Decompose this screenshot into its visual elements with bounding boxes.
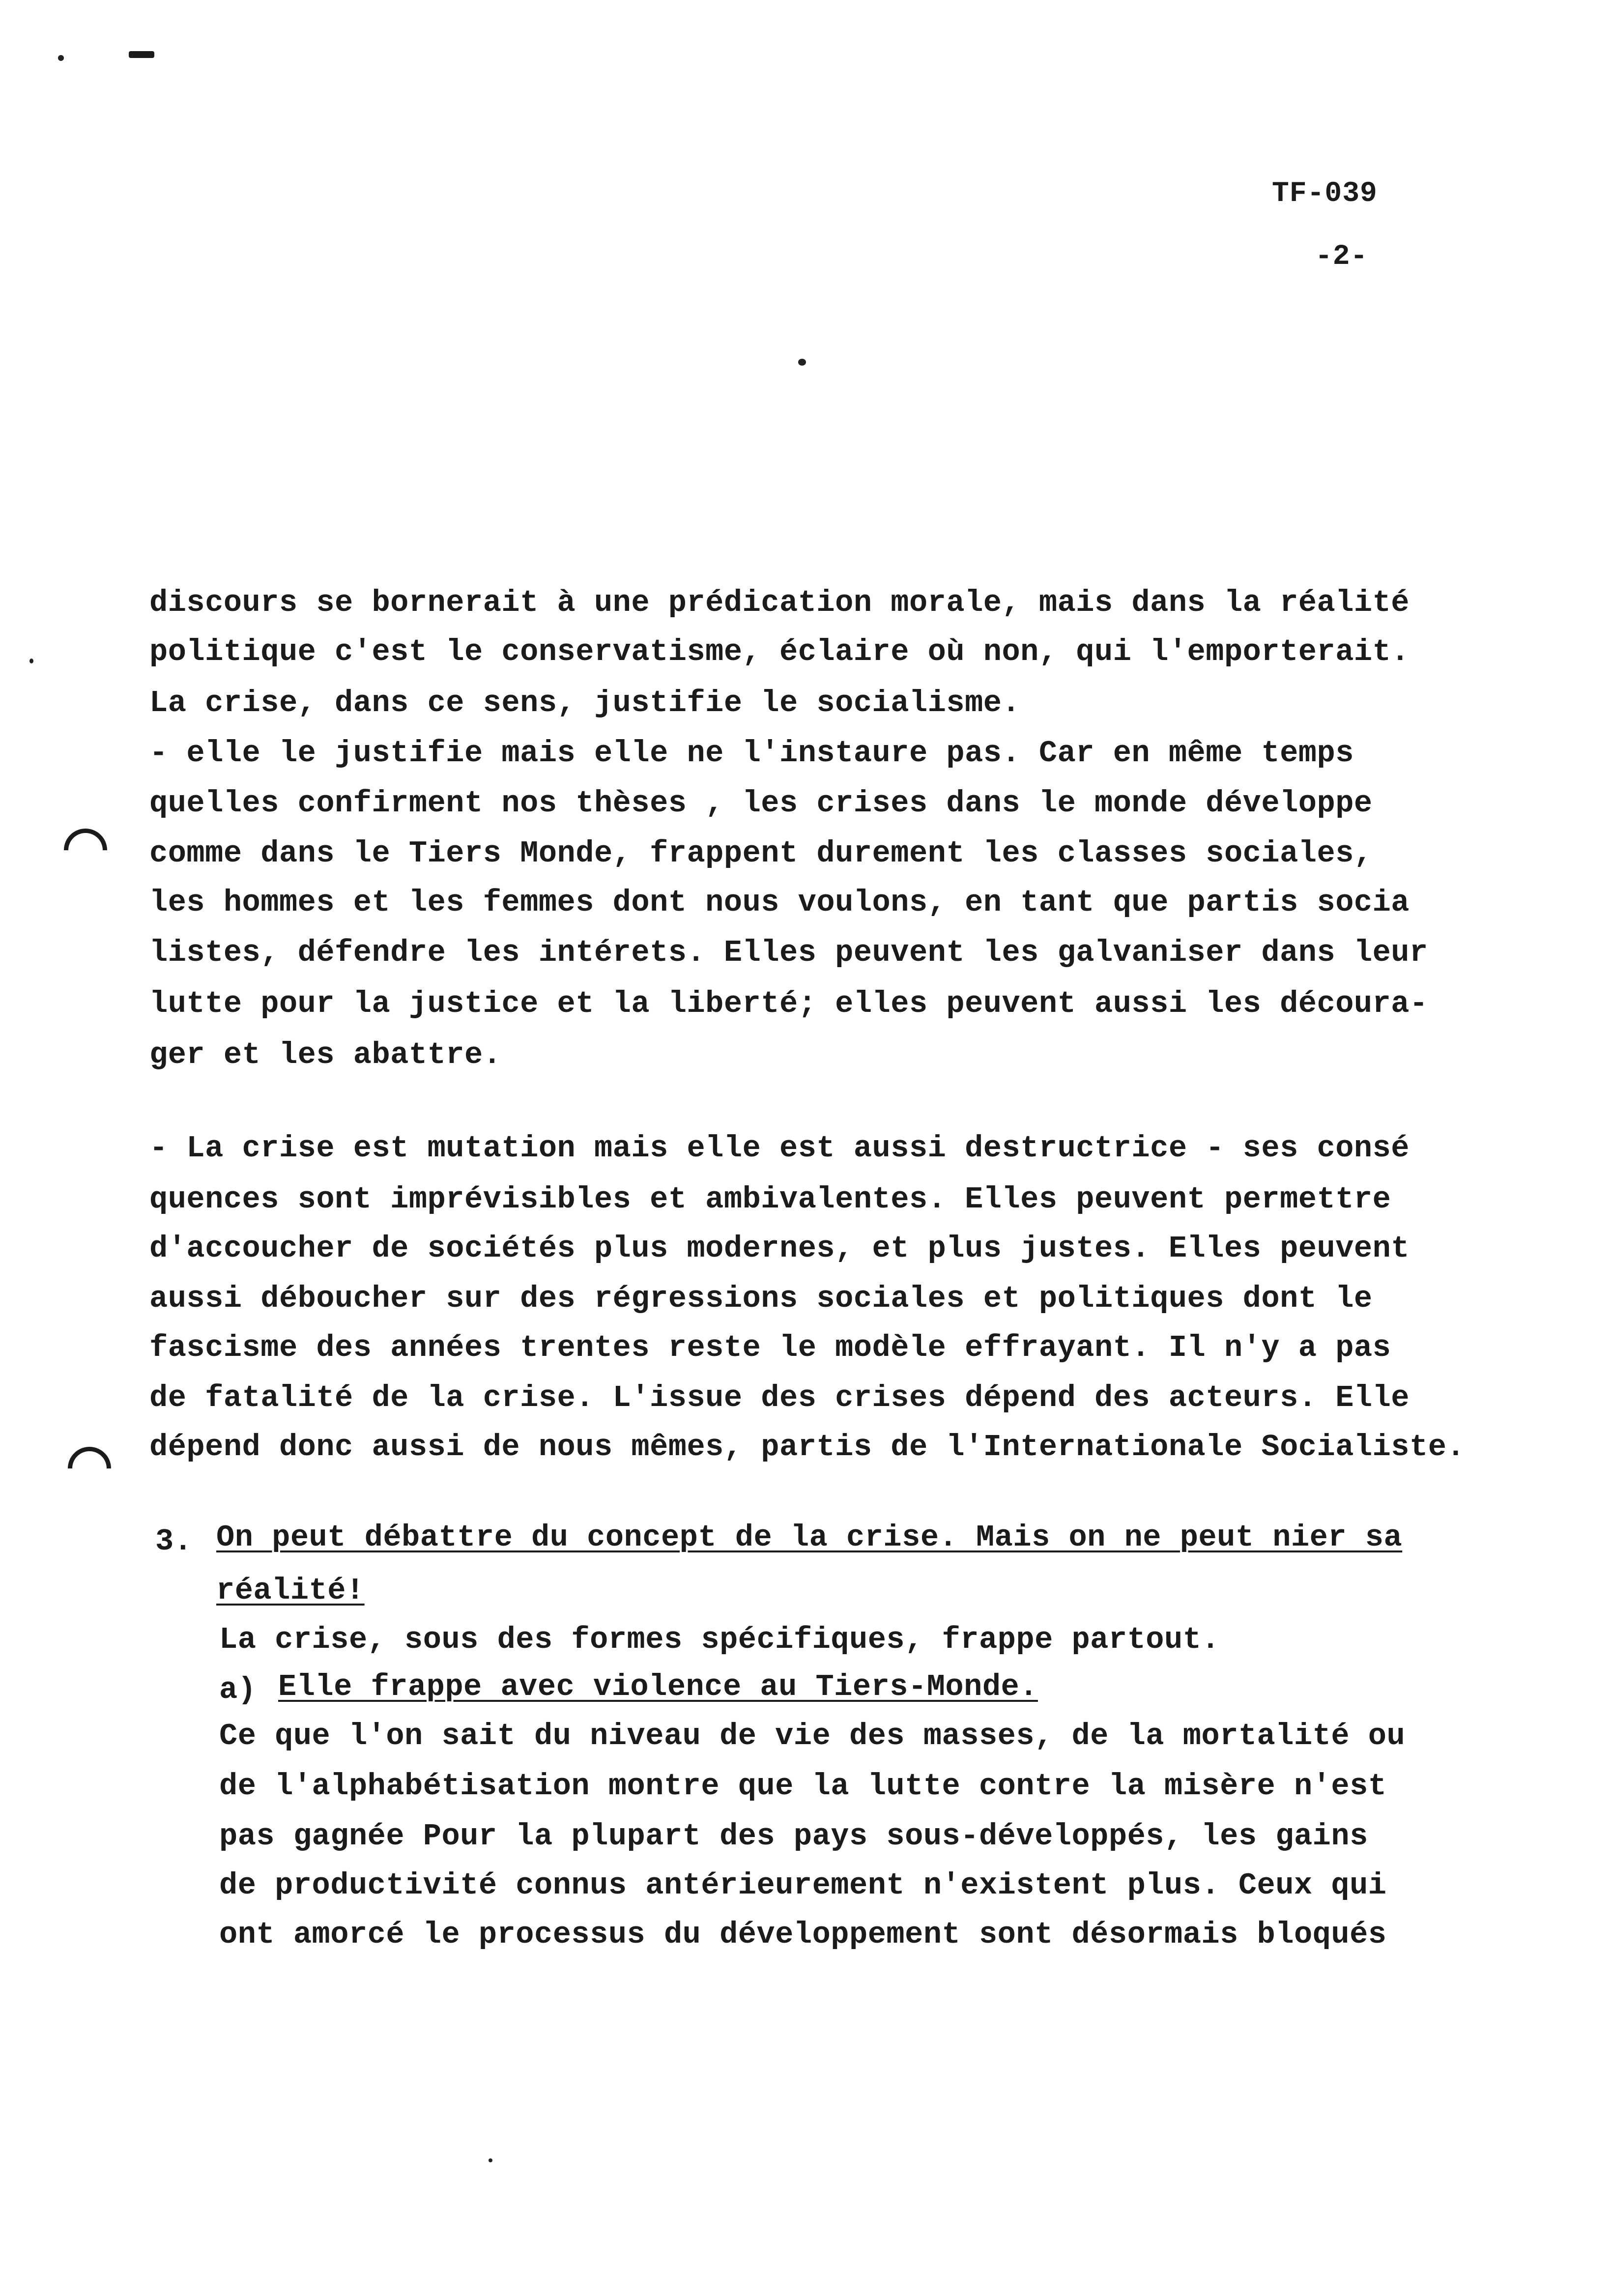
body-line: pas gagnée Pour la plupart des pays sous-développés, les gains xyxy=(219,1819,1368,1854)
body-line: listes, défendre les intérets. Elles peuvent les galvaniser dans leur xyxy=(149,935,1428,970)
punch-hole-mark xyxy=(59,1438,120,1499)
section-number: 3. xyxy=(155,1524,193,1559)
scan-speck xyxy=(798,359,806,366)
body-line: de productivité connus antérieurement n'existent plus. Ceux qui xyxy=(219,1868,1387,1903)
scan-dash-mark xyxy=(129,51,154,58)
body-line: - La crise est mutation mais elle est aussi destructrice - ses consé xyxy=(149,1131,1410,1166)
body-line: quelles confirment nos thèses , les crises dans le monde développe xyxy=(149,786,1373,821)
body-line: - elle le justifie mais elle ne l'instaure pas. Car en même temps xyxy=(149,736,1354,771)
document-reference: TF-039 xyxy=(1272,178,1378,210)
punch-hole-mark xyxy=(55,820,116,881)
page-number: -2- xyxy=(1315,241,1368,273)
body-line: lutte pour la justice et la liberté; elles peuvent aussi les découra- xyxy=(149,986,1428,1021)
body-line: discours se bornerait à une prédication morale, mais dans la réalité xyxy=(149,585,1410,620)
body-line: de l'alphabétisation montre que la lutte contre la misère n'est xyxy=(219,1769,1387,1804)
subsection-label: a) xyxy=(219,1672,257,1707)
section-intro: La crise, sous des formes spécifiques, frappe partout. xyxy=(219,1622,1220,1657)
body-line: les hommes et les femmes dont nous voulons, en tant que partis socia xyxy=(149,885,1410,920)
body-line: ger et les abattre. xyxy=(149,1037,502,1072)
scan-speck xyxy=(29,659,33,663)
scan-speck xyxy=(58,55,64,61)
body-line: dépend donc aussi de nous mêmes, partis de l'Internationale Socialiste. xyxy=(149,1430,1466,1464)
body-line: La crise, dans ce sens, justifie le socialisme. xyxy=(149,686,1021,720)
body-line: comme dans le Tiers Monde, frappent durement les classes sociales, xyxy=(149,836,1373,871)
section-heading: réalité! xyxy=(216,1573,365,1608)
subsection-title: Elle frappe avec violence au Tiers-Monde. xyxy=(278,1669,1038,1704)
body-line: politique c'est le conservatisme, éclaire où non, qui l'emporterait. xyxy=(149,634,1410,669)
body-line: Ce que l'on sait du niveau de vie des masses, de la mortalité ou xyxy=(219,1719,1406,1753)
body-line: aussi déboucher sur des régressions sociales et politiques dont le xyxy=(149,1281,1373,1316)
section-heading: On peut débattre du concept de la crise. Mais on ne peut nier sa xyxy=(216,1520,1403,1555)
body-line: ont amorcé le processus du développement sont désormais bloqués xyxy=(219,1917,1387,1952)
body-line: fascisme des années trentes reste le modèle effrayant. Il n'y a pas xyxy=(149,1330,1391,1365)
body-line: de fatalité de la crise. L'issue des crises dépend des acteurs. Elle xyxy=(149,1380,1410,1415)
scan-speck xyxy=(489,2158,492,2162)
body-line: quences sont imprévisibles et ambivalentes. Elles peuvent permettre xyxy=(149,1182,1391,1217)
body-line: d'accoucher de sociétés plus modernes, et plus justes. Elles peuvent xyxy=(149,1231,1410,1266)
